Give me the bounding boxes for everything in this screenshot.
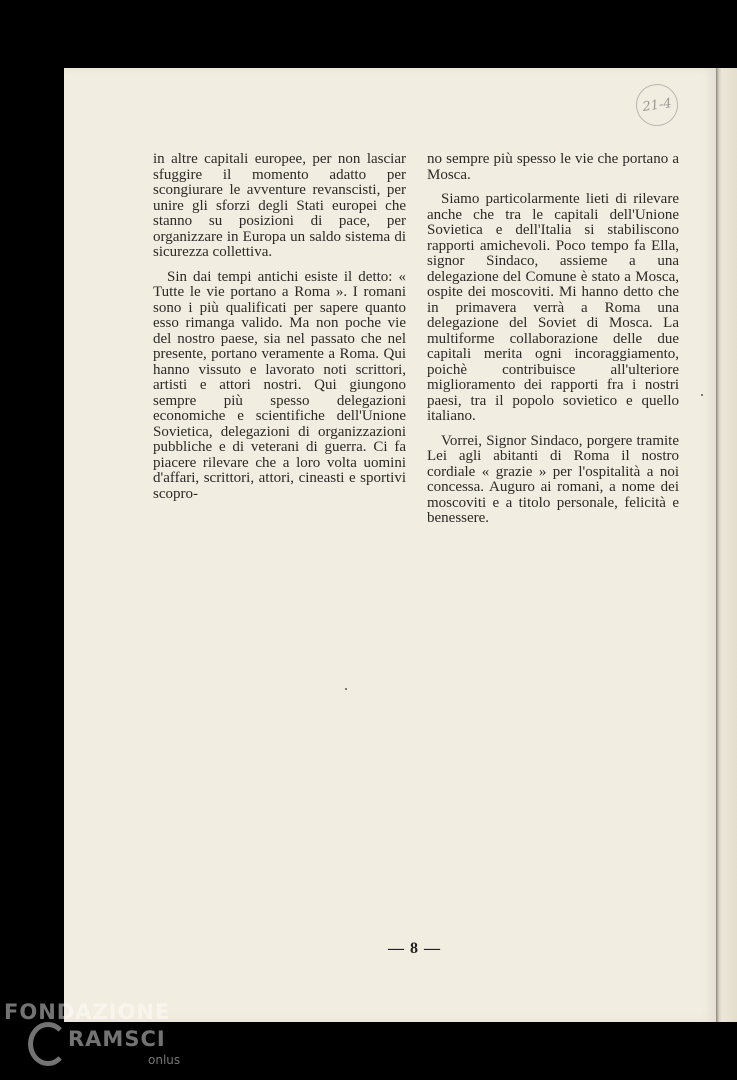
paper-speck [345, 688, 347, 690]
watermark-line-3: onlus [148, 1053, 181, 1067]
right-paragraph-2: Siamo particolarmente lieti di rilevare anche che tra le capitali dell'Unione Sovietica e dell'Italia si stabiliscono rapporti amichevoli. Poco tempo fa Ella, signor Sindaco, assieme a una delegazione del Comune è stato a Mosca, ospite dei moscoviti. Mi hanno detto che in primavera verrà a Roma una delegazione del Soviet di Mosca. La multiforme collaborazione delle due capitali merita ogni incoraggiamento, poichè contribuisce all'ulteriore miglioramento dei rapporti fra i nostri paesi, tra il popolo sovietico e quello italiano. [427, 191, 679, 424]
left-column [153, 152, 406, 502]
left-paragraph-2: Sin dai tempi antichi esiste il detto: « Tutte le vie portano a Roma ». I romani sono i più qualificati per sapere quanto esso rimanga valido. Ma non poche vie del nostro paese, sia nel passato che nel presente, portano veramente a Roma. Qui hanno vissuto e lavorato noti scrittori, artisti e attori nostri. Qui giungono sempre più spesso delegazioni economiche e scientifiche dell'Unione Sovietica, delegazioni di organizzazioni pubbliche e di veterani di guerra. Ci fa piacere rilevare che a loro volta uomini d'affari, scrittori, attori, cineasti e sportivi scopro- [153, 268, 406, 502]
left-paragraph-1: in altre capitali europee, per non lasciar sfuggire il momento adatto per scongiurare le avventure revanscisti, per unire gli sforzi degli Stati europei che stanno su posizioni di pace, per organizzare in Europa un saldo sistema di sicurezza collettiva. [153, 151, 406, 260]
page-number: — 8 — [388, 940, 441, 957]
watermark-line-2: RAMSCI [68, 1027, 166, 1051]
next-page-edge [716, 68, 737, 1022]
right-paragraph-1: no sempre più spesso le vie che portano a Mosca. [427, 151, 679, 183]
archive-stamp: 21-4 [633, 81, 680, 128]
paper-speck [701, 394, 703, 396]
watermark-line-1: FONDAZIONE [4, 1000, 171, 1024]
document-page [64, 68, 716, 1022]
fondazione-gramsci-watermark [4, 996, 204, 1076]
gramsci-g-logo-icon [28, 1022, 68, 1066]
right-column [427, 152, 679, 527]
right-paragraph-3: Vorrei, Signor Sindaco, porgere tramite Lei agli abitanti di Roma il nostro cordiale « grazie » per l'ospitalità a noi concessa. Auguro ai romani, a nome dei moscoviti e a titolo personale, felicità e benessere. [427, 432, 679, 526]
